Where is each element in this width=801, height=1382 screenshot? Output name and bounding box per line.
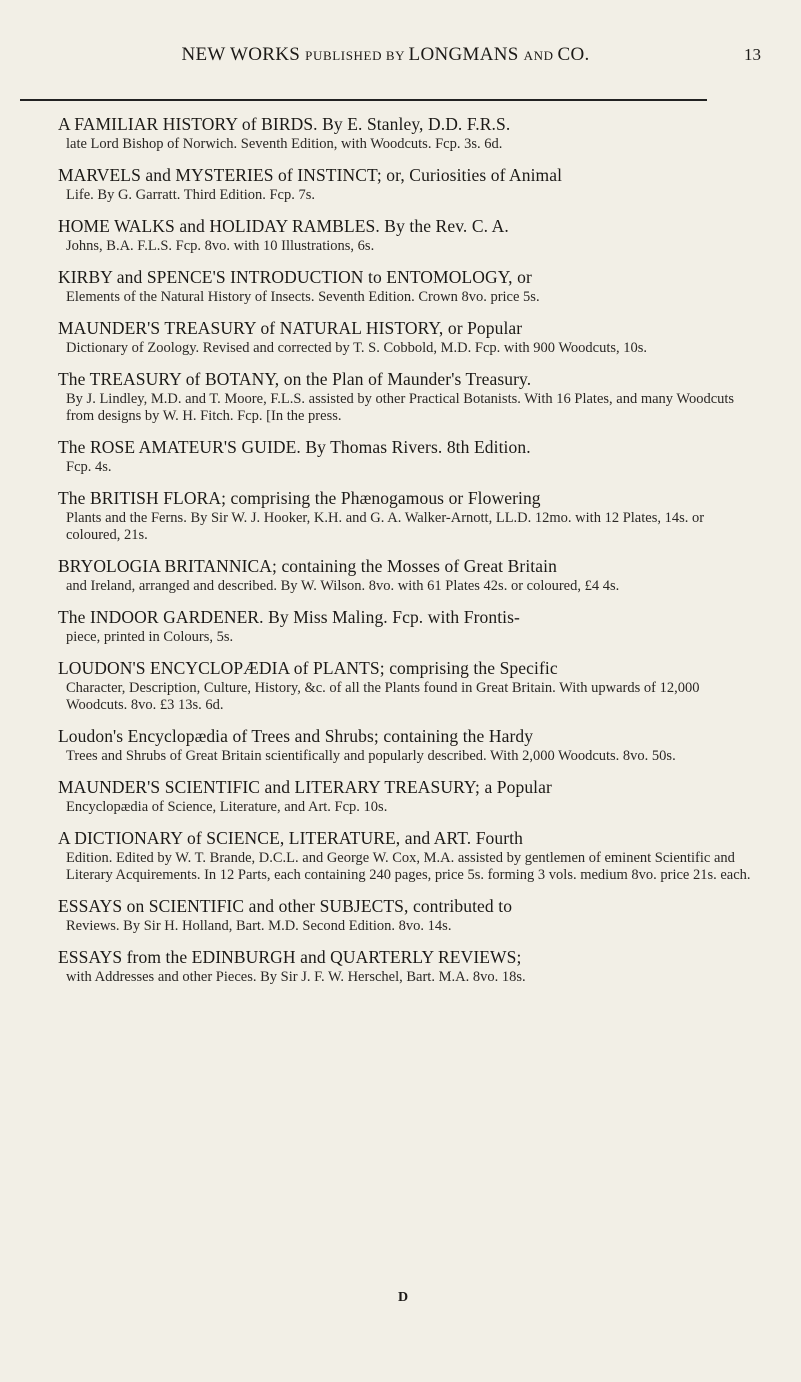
entry-description: Elements of the Natural History of Insects. Seventh Edition. Crown 8vo. price 5s. — [66, 289, 540, 305]
entry-description: Reviews. By Sir H. Holland, Bart. M.D. Second Edition. 8vo. 14s. — [66, 918, 452, 934]
catalogue-entry — [58, 113, 757, 153]
entry-heading-line: MAUNDER'S TREASURY of NATURAL HISTORY, or Popular — [58, 318, 523, 338]
header-title — [40, 44, 731, 66]
entry-heading-line: LOUDON'S ENCYCLOPÆDIA of PLANTS; comprising the Specific — [58, 658, 558, 678]
entry-heading-line: The BRITISH FLORA; comprising the Phænogamous or Flowering — [58, 488, 541, 508]
entry-heading-line: ESSAYS from the EDINBURGH and QUARTERLY REVIEWS; — [58, 947, 522, 967]
entry-description: Dictionary of Zoology. Revised and corrected by T. S. Cobbold, M.D. Fcp. with 900 Woodcuts, 10s. — [66, 340, 648, 356]
header-title-part: AND — [523, 48, 558, 63]
catalogue-entry — [58, 657, 757, 714]
entry-heading-line: A DICTIONARY of SCIENCE, LITERATURE, and ART. Fourth — [58, 828, 523, 848]
entry-description: By J. Lindley, M.D. and T. Moore, F.L.S. assisted by other Practical Botanists. With 16 Plates, and many Woodcuts from designs by W. H. Fitch. Fcp. [In the press. — [66, 391, 735, 424]
catalogue-entry — [58, 776, 757, 816]
header-title-part: CO. — [557, 44, 590, 65]
entry-description: Johns, B.A. F.L.S. Fcp. 8vo. with 10 Illustrations, 6s. — [66, 238, 375, 254]
entry-heading-line: The INDOOR GARDENER. By Miss Maling. Fcp. with Frontis- — [58, 607, 520, 627]
entry-heading-line: MAUNDER'S SCIENTIFIC and LITERARY TREASURY; a Popular — [58, 777, 552, 797]
entry-heading-line: HOME WALKS and HOLIDAY RAMBLES. By the Rev. C. A. — [58, 216, 509, 236]
catalogue-entry — [58, 555, 757, 595]
page-number: 13 — [744, 45, 761, 64]
entry-heading-line: The ROSE AMATEUR'S GUIDE. By Thomas Rivers. 8th Edition. — [58, 437, 531, 457]
catalogue-entry — [58, 487, 757, 544]
header-title-part: PUBLISHED BY — [305, 48, 409, 63]
entry-heading-line: MARVELS and MYSTERIES of INSTINCT; or, Curiosities of Animal — [58, 165, 563, 185]
entry-description: piece, printed in Colours, 5s. — [66, 629, 234, 645]
entry-description: Edition. Edited by W. T. Brande, D.C.L. and George W. Cox, M.A. assisted by gentlemen of eminent Scientific and Literary Acquirements. In 12 Parts, each containing 240 pages, price 5s. forming 3 vols. medium 8vo. price 21s. each. — [66, 850, 751, 883]
catalogue-entry — [58, 215, 757, 255]
entry-description: Plants and the Ferns. By Sir W. J. Hooker, K.H. and G. A. Walker-Arnott, LL.D. 12mo. with 12 Plates, 14s. or coloured, 21s. — [66, 510, 705, 543]
entry-description: late Lord Bishop of Norwich. Seventh Edition, with Woodcuts. Fcp. 3s. 6d. — [66, 136, 503, 152]
catalogue-entry — [58, 946, 757, 986]
entry-description: with Addresses and other Pieces. By Sir J. F. W. Herschel, Bart. M.A. 8vo. 18s. — [66, 969, 526, 985]
entry-heading-line: Loudon's Encyclopædia of Trees and Shrubs; containing the Hardy — [58, 726, 534, 746]
catalogue-entry — [58, 895, 757, 935]
entry-heading-line: A FAMILIAR HISTORY of BIRDS. By E. Stanley, D.D. F.R.S. — [58, 114, 511, 134]
header-rule — [20, 99, 707, 101]
catalogue-entry — [58, 725, 757, 765]
catalogue-entry — [58, 164, 757, 204]
entry-description: Encyclopædia of Science, Literature, and Art. Fcp. 10s. — [66, 799, 388, 815]
entry-heading-line: ESSAYS on SCIENTIFIC and other SUBJECTS, contributed to — [58, 896, 513, 916]
catalogue-entry — [58, 317, 757, 357]
catalogue-entry — [58, 436, 757, 476]
entry-heading-line: BRYOLOGIA BRITANNICA; containing the Mosses of Great Britain — [58, 556, 557, 576]
catalogue-entry — [58, 266, 757, 306]
entry-description: and Ireland, arranged and described. By W. Wilson. 8vo. with 61 Plates 42s. or coloured, £4 4s. — [66, 578, 620, 594]
entry-description: Fcp. 4s. — [66, 459, 112, 475]
entry-description: Character, Description, Culture, History, &c. of all the Plants found in Great Britain. With upwards of 12,000 Woodcuts. 8vo. £3 13s. 6d. — [66, 680, 700, 713]
signature-mark: D — [398, 1290, 409, 1305]
entry-description: Life. By G. Garratt. Third Edition. Fcp. 7s. — [66, 187, 316, 203]
entry-heading-line: The TREASURY of BOTANY, on the Plan of Maunder's Treasury. — [58, 369, 532, 389]
entry-list — [58, 113, 757, 997]
running-header — [40, 44, 761, 66]
catalogue-entry — [58, 606, 757, 646]
entry-heading-line: KIRBY and SPENCE'S INTRODUCTION to ENTOMOLOGY, or — [58, 267, 532, 287]
header-title-part: NEW WORKS — [181, 44, 306, 65]
catalogue-entry — [58, 368, 757, 425]
entry-description: Trees and Shrubs of Great Britain scientifically and popularly described. With 2,000 Woodcuts. 8vo. 50s. — [66, 748, 676, 764]
header-title-part: LONGMANS — [408, 44, 524, 65]
catalogue-entry — [58, 827, 757, 884]
